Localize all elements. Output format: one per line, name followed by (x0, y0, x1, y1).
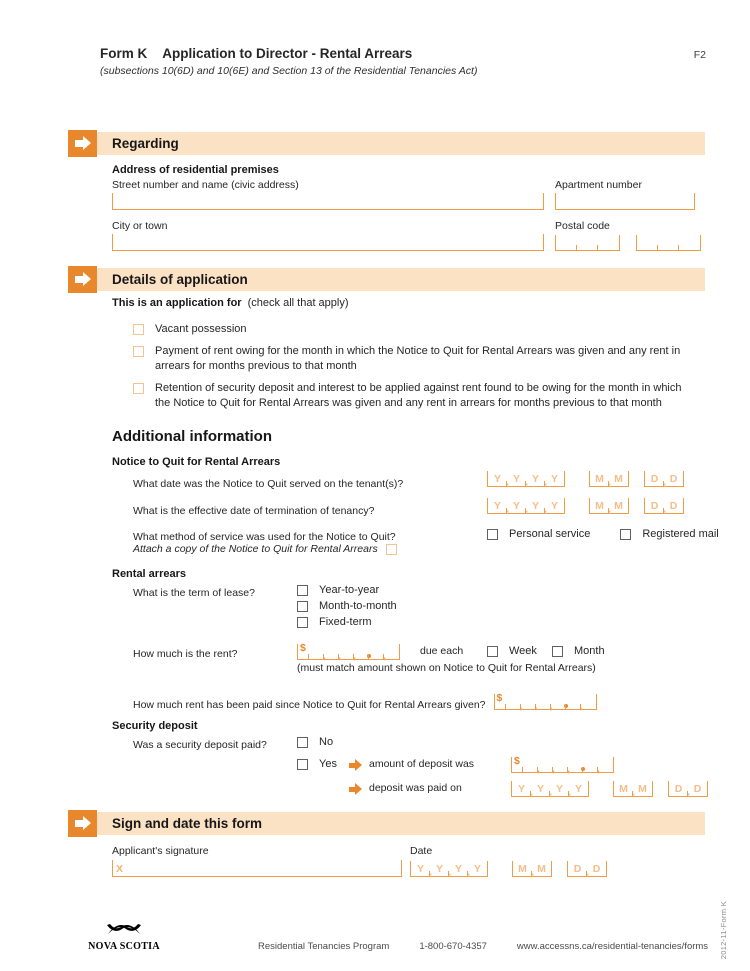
money-segment (598, 771, 613, 772)
postal-input-2[interactable] (636, 235, 701, 251)
checkbox[interactable] (297, 617, 308, 628)
dollar-sign: $ (300, 642, 306, 654)
deposit-no-option (297, 735, 333, 750)
postal-fields (555, 235, 701, 251)
day-field[interactable] (668, 781, 708, 797)
checkbox-option (297, 615, 397, 630)
details-section (112, 297, 705, 418)
field-segment: Y , (526, 473, 545, 486)
field-segment: D , (669, 783, 688, 796)
footer-website: www.accessns.ca/residential-tenancies/forms (516, 941, 709, 952)
field-segment: M (532, 863, 551, 876)
field-segment: Y , (411, 863, 430, 876)
footer-info (258, 941, 708, 952)
day-field[interactable] (644, 471, 684, 487)
street-label: Street number and name (civic address) (112, 179, 299, 191)
deposit-paid-row (133, 735, 705, 753)
regarding-section (112, 164, 705, 259)
signature-x-mark: X (116, 863, 124, 875)
method-options (487, 527, 719, 542)
checkbox-option (297, 583, 397, 598)
field-segment: M (609, 473, 628, 486)
money-segment (506, 708, 521, 709)
term-options (297, 583, 397, 631)
field-segment: Y (545, 500, 564, 513)
question-served (133, 474, 705, 492)
sign-date-fields (410, 861, 607, 877)
field-segment: Y , (526, 500, 545, 513)
arrow-right-icon (75, 272, 91, 287)
field-segment: D , (568, 863, 587, 876)
field-segment: Y , (512, 783, 531, 796)
question-termination (133, 501, 705, 519)
field-segment: Y , (507, 473, 526, 486)
attach-note-row (133, 543, 397, 555)
field-segment: D , (645, 473, 664, 486)
postal-label: Postal code (555, 220, 610, 232)
attach-note: Attach a copy of the Notice to Quit for Rental Arrears (133, 543, 378, 555)
section-bar-regarding (68, 132, 705, 155)
field-segment (598, 237, 619, 250)
deposit-yes-option (297, 757, 337, 772)
form-subtitle: (subsections 10(6D) and 10(6E) and Section 13 of the Residential Tenancies Act) (100, 65, 478, 77)
checkbox[interactable] (133, 324, 144, 335)
checkbox-label: Personal service (509, 528, 591, 540)
month-field[interactable] (512, 861, 552, 877)
checkbox[interactable] (297, 585, 308, 596)
checkbox-option (133, 322, 705, 337)
attach-checkbox[interactable] (386, 544, 397, 555)
question-label: What method of service was used for the Notice to Quit? (133, 531, 396, 543)
deposit-date-fields (511, 781, 708, 797)
year-field[interactable] (511, 781, 589, 797)
field-segment: Y (545, 473, 564, 486)
deposit-amount-label: amount of deposit was (369, 758, 475, 770)
street-input[interactable] (112, 193, 544, 210)
field-segment: M (633, 783, 652, 796)
section-icon (68, 810, 97, 837)
checkbox[interactable] (133, 346, 144, 357)
arrow-right-icon (75, 136, 91, 151)
deposit-heading: Security deposit (112, 720, 198, 732)
rent-amount-field[interactable] (297, 644, 400, 660)
intro-bold: This is an application for (112, 297, 242, 309)
form-code: Form K (100, 46, 148, 61)
checkbox-label: Month-to-month (319, 600, 397, 612)
week-checkbox[interactable] (487, 646, 498, 657)
signature-label: Applicant's signature (112, 845, 209, 857)
rental-heading: Rental arrears (112, 568, 186, 580)
field-segment: Y (569, 783, 588, 796)
question-label: What date was the Notice to Quit served on the tenant(s)? (133, 478, 404, 490)
rent-note: (must match amount shown on Notice to Quit for Rental Arrears) (297, 662, 596, 674)
apartment-input[interactable] (555, 193, 695, 210)
field-segment: D (688, 783, 707, 796)
money-segment (384, 658, 399, 659)
checkbox-label: Vacant possession (155, 323, 247, 335)
money-segment (369, 658, 384, 659)
money-segment (566, 708, 581, 709)
field-segment: D (664, 473, 683, 486)
field-segment: Y , (550, 783, 569, 796)
termination-date-fields (487, 498, 684, 514)
footer-phone: 1-800-670-4357 (419, 941, 487, 952)
question-label: How much is the rent? (133, 648, 238, 660)
section-title: Regarding (112, 136, 179, 151)
money-segment (581, 708, 596, 709)
money-segment (521, 708, 536, 709)
rent-paid-row (133, 694, 705, 711)
money-segment (538, 771, 553, 772)
form-header (100, 46, 706, 61)
city-input[interactable] (112, 234, 544, 251)
checkbox[interactable] (620, 529, 631, 540)
money-segment (523, 771, 538, 772)
field-segment: M (609, 500, 628, 513)
month-field[interactable] (589, 471, 629, 487)
month-checkbox[interactable] (552, 646, 563, 657)
due-each-label: due each (420, 645, 464, 657)
question-label: How much rent has been paid since Notice to Quit for Rental Arrears given? (133, 699, 486, 711)
field-segment: D , (645, 500, 664, 513)
money-segment (553, 771, 568, 772)
money-segment-decimal (551, 708, 566, 709)
money-segment (324, 658, 339, 659)
field-segment: Y , (531, 783, 550, 796)
month-field[interactable] (613, 781, 653, 797)
section-title: Details of application (112, 272, 248, 287)
money-segment (339, 658, 354, 659)
section-title: Sign and date this form (112, 816, 263, 831)
section-icon (68, 266, 97, 293)
field-segment: Y , (449, 863, 468, 876)
form-title: Application to Director - Rental Arrears (162, 46, 413, 61)
term-of-lease-row (133, 583, 705, 628)
checkbox-option (620, 527, 718, 542)
field-segment (556, 237, 577, 250)
due-month-option (552, 644, 605, 659)
address-heading: Address of residential premises (112, 164, 279, 176)
city-label: City or town (112, 220, 168, 232)
checkbox[interactable] (297, 601, 308, 612)
section-bar-sign (68, 812, 705, 835)
field-segment: Y , (488, 473, 507, 486)
day-field[interactable] (644, 498, 684, 514)
deposit-date-row (133, 781, 705, 799)
field-segment: Y , (488, 500, 507, 513)
field-segment (577, 237, 598, 250)
logo-flag-icon (106, 922, 142, 936)
page-ref: F2 (693, 49, 706, 61)
logo-text: NOVA SCOTIA (88, 941, 160, 952)
no-checkbox[interactable] (297, 737, 308, 748)
year-field[interactable] (487, 498, 565, 514)
yes-label: Yes (319, 758, 337, 770)
dollar-sign: $ (514, 755, 520, 767)
section-icon (68, 130, 97, 157)
checkbox-option (133, 381, 705, 411)
checkbox-label: Retention of security deposit and interest to be applied against rent found to be owing for the month in which the Notice to Quit for Rental Arrears was given and any rent in arrears for months previous to that month (155, 382, 682, 409)
deposit-yes-row (133, 757, 705, 775)
sign-section (112, 845, 705, 885)
field-segment: Y (468, 863, 487, 876)
money-segment (309, 658, 324, 659)
nova-scotia-logo (88, 922, 160, 952)
money-segment-decimal (568, 771, 583, 772)
question-label: What is the term of lease? (133, 587, 255, 599)
served-date-fields (487, 471, 684, 487)
field-segment: D (664, 500, 683, 513)
no-label: No (319, 736, 334, 748)
money-segment-decimal (354, 658, 369, 659)
checkbox-label: Payment of rent owing for the month in which the Notice to Quit for Rental Arrears was given and any rent in arrears for months previous to that month (155, 345, 681, 372)
year-field[interactable] (487, 471, 565, 487)
additional-section (112, 428, 719, 812)
signature-input[interactable] (112, 860, 402, 877)
footer-program: Residential Tenancies Program (258, 941, 390, 952)
week-label: Week (509, 645, 537, 657)
question-label: What is the effective date of termination of tenancy? (133, 505, 375, 517)
notice-heading: Notice to Quit for Rental Arrears (112, 456, 281, 468)
apartment-label: Apartment number (555, 179, 642, 191)
form-version-label: 2012-11-Form K (719, 901, 728, 960)
date-label: Date (410, 845, 433, 857)
checkbox-option (487, 527, 590, 542)
money-segment (536, 708, 551, 709)
field-segment (679, 237, 700, 250)
field-segment: M , (590, 500, 609, 513)
arrow-right-icon (75, 816, 91, 831)
application-options (133, 322, 705, 411)
field-segment (658, 237, 679, 250)
rent-amount-row (133, 644, 705, 662)
deposit-amount-field[interactable] (511, 757, 614, 773)
field-segment: M , (513, 863, 532, 876)
arrow-right-icon (349, 759, 363, 771)
application-intro (112, 297, 705, 309)
day-field[interactable] (567, 861, 607, 877)
field-segment: M , (614, 783, 633, 796)
section-bar-details (68, 268, 705, 291)
question-label: Was a security deposit paid? (133, 739, 267, 751)
rent-paid-field[interactable] (494, 694, 597, 710)
year-field[interactable] (410, 861, 488, 877)
field-segment: M , (590, 473, 609, 486)
checkbox[interactable] (133, 383, 144, 394)
checkbox-option (297, 599, 397, 614)
deposit-paid-on-label: deposit was paid on (369, 782, 462, 794)
checkbox-option (133, 344, 705, 374)
checkbox-label: Registered mail (642, 528, 719, 540)
field-segment: Y , (430, 863, 449, 876)
money-segment (583, 771, 598, 772)
additional-heading: Additional information (112, 428, 272, 445)
field-segment (637, 237, 658, 250)
arrow-right-icon (349, 783, 363, 795)
due-week-option (487, 644, 537, 659)
dollar-sign: $ (496, 692, 503, 704)
checkbox-label: Fixed-term (319, 616, 372, 628)
month-field[interactable] (589, 498, 629, 514)
yes-checkbox[interactable] (297, 759, 308, 770)
month-label: Month (574, 645, 605, 657)
intro-rest: (check all that apply) (247, 297, 349, 309)
checkbox[interactable] (487, 529, 498, 540)
field-segment: D (587, 863, 606, 876)
field-segment: Y , (507, 500, 526, 513)
postal-input-1[interactable] (555, 235, 620, 251)
checkbox-label: Year-to-year (319, 584, 380, 596)
